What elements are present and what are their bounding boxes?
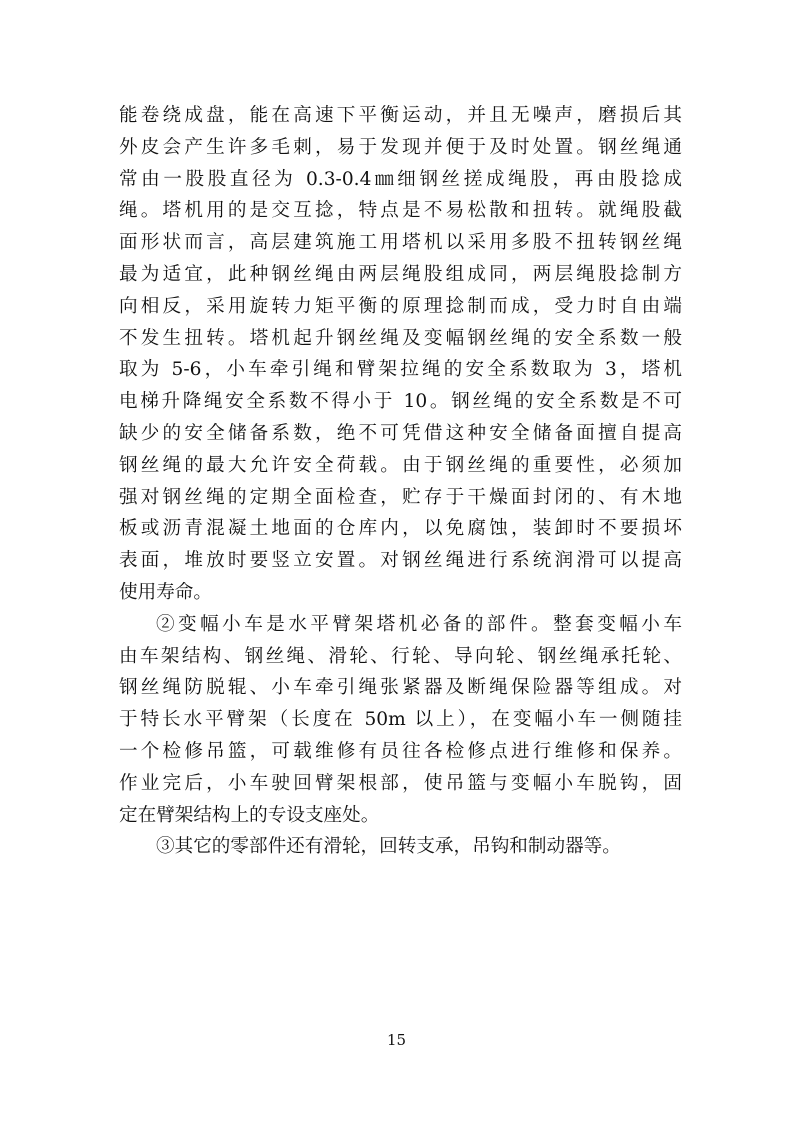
text-line: 强对钢丝绳的定期全面检查，贮存于干燥面封闭的、有木地 [119, 486, 682, 508]
text-line: 钢丝绳防脱辊、小车牵引绳张紧器及断绳保险器等组成。对 [119, 677, 682, 699]
text-line: 电梯升降绳安全系数不得小于 10。钢丝绳的安全系数是不可 [119, 391, 682, 413]
text-line: ②变幅小车是水平臂架塔机必备的部件。整套变幅小车 [156, 613, 682, 635]
text-line: 不发生扭转。塔机起升钢丝绳及变幅钢丝绳的安全系数一般 [119, 327, 682, 349]
text-line: 常由一股股直径为 0.3-0.4㎜细钢丝搓成绳股，再由股捻成 [119, 168, 682, 190]
text-line: 最为适宜，此种钢丝绳由两层绳股组成同，两层绳股捻制方 [119, 263, 682, 285]
text-line: 缺少的安全储备系数，绝不可凭借这种安全储备面擅自提高 [119, 422, 682, 444]
text-line: 能卷绕成盘，能在高速下平衡运动，并且无噪声，磨损后其 [119, 105, 682, 126]
text-line: 绳。塔机用的是交互捻，特点是不易松散和扭转。就绳股截 [119, 200, 682, 222]
paragraph-luffing-trolley [119, 609, 682, 832]
text-line: 作业完后，小车驶回臂架根部，使吊篮与变幅小车脱钩，固 [119, 772, 682, 794]
page-number: 15 [386, 1031, 407, 1049]
text-line: ③其它的零部件还有滑轮，回转支承，吊钩和制动器等。 [156, 836, 621, 858]
body-text [119, 100, 682, 863]
text-line: 使用寿命。 [119, 581, 212, 603]
text-line: 钢丝绳的最大允许安全荷载。由于钢丝绳的重要性，必须加 [119, 454, 682, 476]
text-line: 于特长水平臂架（长度在 50m 以上），在变幅小车一侧随挂 [119, 709, 682, 731]
text-line: 板或沥青混凝土地面的仓库内，以免腐蚀，装卸时不要损坏 [119, 518, 682, 540]
text-line: 定在臂架结构上的专设支座处。 [119, 804, 380, 826]
text-line: 面形状而言，高层建筑施工用塔机以采用多股不扭转钢丝绳 [119, 232, 682, 254]
paragraph-other-parts [119, 831, 682, 863]
text-line: 一个检修吊篮，可载维修有员往各检修点进行维修和保养。 [119, 740, 682, 762]
text-line: 向相反，采用旋转力矩平衡的原理捻制而成，受力时自由端 [119, 295, 682, 317]
text-line: 由车架结构、钢丝绳、滑轮、行轮、导向轮、钢丝绳承托轮、 [119, 645, 682, 667]
text-line: 表面，堆放时要竖立安置。对钢丝绳进行系统润滑可以提高 [119, 550, 682, 572]
text-line: 取为 5-6，小车牵引绳和臂架拉绳的安全系数取为 3，塔机 [119, 359, 682, 381]
text-line: 外皮会产生许多毛刺，易于发现并便于及时处置。钢丝绳通 [119, 136, 682, 158]
paragraph-steel-rope [119, 100, 682, 609]
